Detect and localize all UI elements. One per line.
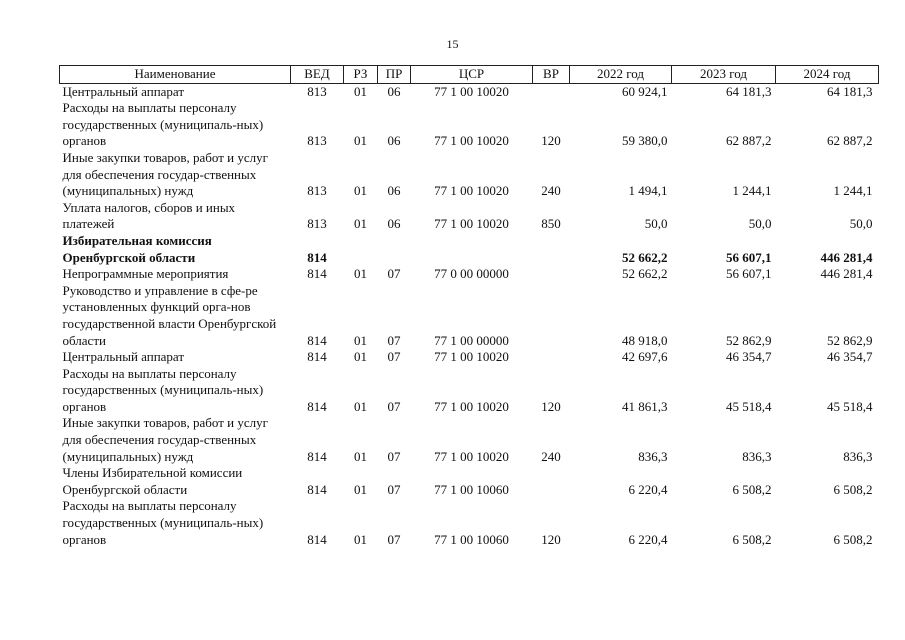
cell-ved: 814 — [307, 531, 327, 547]
cell-y2022: 52 662,2 — [622, 266, 668, 282]
cell-rz: 01 — [354, 448, 367, 464]
cell-ved: 814 — [307, 249, 327, 265]
cell-vr: 240 — [541, 448, 561, 464]
table-row — [60, 366, 879, 416]
cell-y2024: 64 181,3 — [827, 83, 873, 99]
cell-y2023: 62 887,2 — [726, 133, 772, 149]
cell-rz: 01 — [354, 266, 367, 282]
cell-y2022: 60 924,1 — [622, 83, 668, 99]
cell-rz: 01 — [354, 133, 367, 149]
cell-y2022: 52 662,2 — [622, 249, 668, 265]
table-row — [60, 150, 879, 200]
header-name: Наименование — [60, 66, 291, 84]
header-rz: РЗ — [344, 66, 378, 84]
cell-ved: 813 — [307, 216, 327, 232]
cell-ved: 813 — [307, 133, 327, 149]
cell-rz: 01 — [354, 349, 367, 365]
cell-name: Расходы на выплаты персоналу государственных (муниципаль-ных) органов — [62, 100, 264, 149]
header-2022: 2022 год — [570, 66, 672, 84]
table-header — [60, 66, 879, 84]
cell-rz — [344, 233, 378, 266]
cell-y2024: 446 281,4 — [820, 249, 873, 265]
cell-y2023: 46 354,7 — [726, 349, 772, 365]
cell-csr: 77 1 00 10020 — [434, 448, 509, 464]
cell-y2022: 42 697,6 — [622, 349, 668, 365]
cell-y2024: 62 887,2 — [827, 133, 873, 149]
cell-ved: 814 — [307, 398, 327, 414]
cell-vr — [533, 233, 570, 266]
cell-csr: 77 1 00 10020 — [434, 349, 509, 365]
cell-ved: 814 — [307, 481, 327, 497]
table-row — [60, 465, 879, 498]
cell-vr: 120 — [541, 398, 561, 414]
cell-pr: 06 — [387, 83, 401, 99]
cell-rz: 01 — [354, 332, 367, 348]
table-row — [60, 200, 879, 233]
cell-csr: 77 1 00 10020 — [434, 183, 509, 199]
cell-y2023: 1 244,1 — [732, 183, 772, 199]
cell-pr: 07 — [387, 448, 401, 464]
cell-name: Центральный аппарат — [62, 83, 185, 99]
cell-vr: 240 — [541, 183, 561, 199]
header-vr: ВР — [533, 66, 570, 84]
cell-y2023: 52 862,9 — [726, 332, 772, 348]
cell-ved: 814 — [307, 266, 327, 282]
cell-ved: 814 — [307, 349, 327, 365]
cell-y2024: 6 508,2 — [833, 481, 873, 497]
cell-vr — [533, 349, 570, 366]
cell-pr: 07 — [387, 481, 401, 497]
cell-name: Руководство и управление в сфе-ре установленных функций орга-нов государственной власти Оренбургской области — [62, 282, 277, 348]
cell-pr: 06 — [387, 216, 401, 232]
table-row — [60, 498, 879, 548]
cell-pr: 07 — [387, 531, 401, 547]
cell-y2022: 1 494,1 — [628, 183, 668, 199]
cell-rz: 01 — [354, 531, 367, 547]
cell-name: Избирательная комиссия Оренбургской области — [62, 232, 212, 265]
cell-y2023: 6 508,2 — [732, 481, 772, 497]
cell-y2024: 50,0 — [849, 216, 873, 232]
cell-csr — [411, 233, 533, 266]
cell-pr: 07 — [387, 398, 401, 414]
cell-y2023: 50,0 — [748, 216, 772, 232]
cell-y2023: 56 607,1 — [726, 266, 772, 282]
cell-vr — [533, 283, 570, 349]
table-row — [60, 83, 879, 100]
cell-rz: 01 — [354, 481, 367, 497]
cell-y2024: 6 508,2 — [833, 531, 873, 547]
cell-vr: 120 — [541, 531, 561, 547]
cell-csr: 77 1 00 10060 — [434, 531, 509, 547]
cell-pr: 07 — [387, 266, 401, 282]
cell-y2022: 50,0 — [644, 216, 668, 232]
cell-y2023: 6 508,2 — [732, 531, 772, 547]
cell-csr: 77 1 00 10020 — [434, 83, 509, 99]
cell-ved: 814 — [307, 448, 327, 464]
cell-y2023: 45 518,4 — [726, 398, 772, 414]
table-row — [60, 283, 879, 349]
cell-csr: 77 1 00 00000 — [434, 332, 509, 348]
page-number: 15 — [446, 37, 459, 51]
cell-vr: 120 — [541, 133, 561, 149]
table-row — [60, 349, 879, 366]
header-pr: ПР — [378, 66, 411, 84]
table-body — [60, 83, 879, 548]
cell-y2024: 52 862,9 — [827, 332, 873, 348]
cell-y2022: 59 380,0 — [622, 133, 668, 149]
cell-y2024: 836,3 — [843, 448, 873, 464]
cell-csr: 77 1 00 10060 — [434, 481, 509, 497]
cell-y2023: 836,3 — [742, 448, 772, 464]
cell-name: Уплата налогов, сборов и иных платежей — [62, 199, 236, 232]
cell-name: Члены Избирательной комиссии Оренбургской области — [62, 465, 243, 497]
cell-vr — [533, 83, 570, 100]
cell-csr: 77 1 00 10020 — [434, 216, 509, 232]
budget-table — [59, 65, 879, 548]
cell-csr: 77 0 00 00000 — [434, 266, 509, 282]
cell-ved: 813 — [307, 83, 327, 99]
cell-y2024: 45 518,4 — [827, 398, 873, 414]
cell-ved: 813 — [307, 183, 327, 199]
cell-name: Расходы на выплаты персоналу государственных (муниципаль-ных) органов — [62, 365, 264, 414]
table-row — [60, 415, 879, 465]
table-row — [60, 266, 879, 283]
header-2024: 2024 год — [776, 66, 879, 84]
cell-y2022: 6 220,4 — [628, 481, 668, 497]
cell-name: Иные закупки товаров, работ и услуг для обеспечения государ-ственных (муниципальных) нужд — [62, 149, 268, 199]
cell-pr: 07 — [387, 349, 401, 365]
header-2023: 2023 год — [672, 66, 776, 84]
cell-name: Центральный аппарат — [62, 349, 185, 365]
cell-y2022: 6 220,4 — [628, 531, 668, 547]
cell-vr: 850 — [541, 216, 561, 232]
cell-name: Непрограммные мероприятия — [62, 266, 229, 282]
cell-name: Иные закупки товаров, работ и услуг для обеспечения государ-ственных (муниципальных) нужд — [62, 415, 268, 464]
table-row — [60, 233, 879, 266]
cell-rz: 01 — [354, 83, 367, 99]
cell-y2023: 64 181,3 — [726, 83, 772, 99]
cell-y2022: 41 861,3 — [622, 398, 668, 414]
header-csr: ЦСР — [411, 66, 533, 84]
cell-y2022: 48 918,0 — [622, 332, 668, 348]
table-row — [60, 100, 879, 150]
cell-vr — [533, 266, 570, 283]
cell-rz: 01 — [354, 216, 367, 232]
cell-rz: 01 — [354, 183, 367, 199]
cell-y2022: 836,3 — [638, 448, 668, 464]
cell-ved: 814 — [307, 332, 327, 348]
header-ved: ВЕД — [291, 66, 344, 84]
cell-pr: 06 — [387, 183, 401, 199]
cell-vr — [533, 465, 570, 498]
cell-y2023: 56 607,1 — [726, 249, 772, 265]
cell-y2024: 46 354,7 — [827, 349, 873, 365]
cell-pr — [378, 233, 411, 266]
cell-name: Расходы на выплаты персоналу государственных (муниципаль-ных) органов — [62, 498, 264, 547]
cell-pr: 07 — [387, 332, 401, 348]
cell-pr: 06 — [387, 133, 401, 149]
cell-y2024: 446 281,4 — [820, 266, 873, 282]
cell-csr: 77 1 00 10020 — [434, 133, 509, 149]
cell-csr: 77 1 00 10020 — [434, 398, 509, 414]
cell-rz: 01 — [354, 398, 367, 414]
cell-y2024: 1 244,1 — [833, 183, 873, 199]
